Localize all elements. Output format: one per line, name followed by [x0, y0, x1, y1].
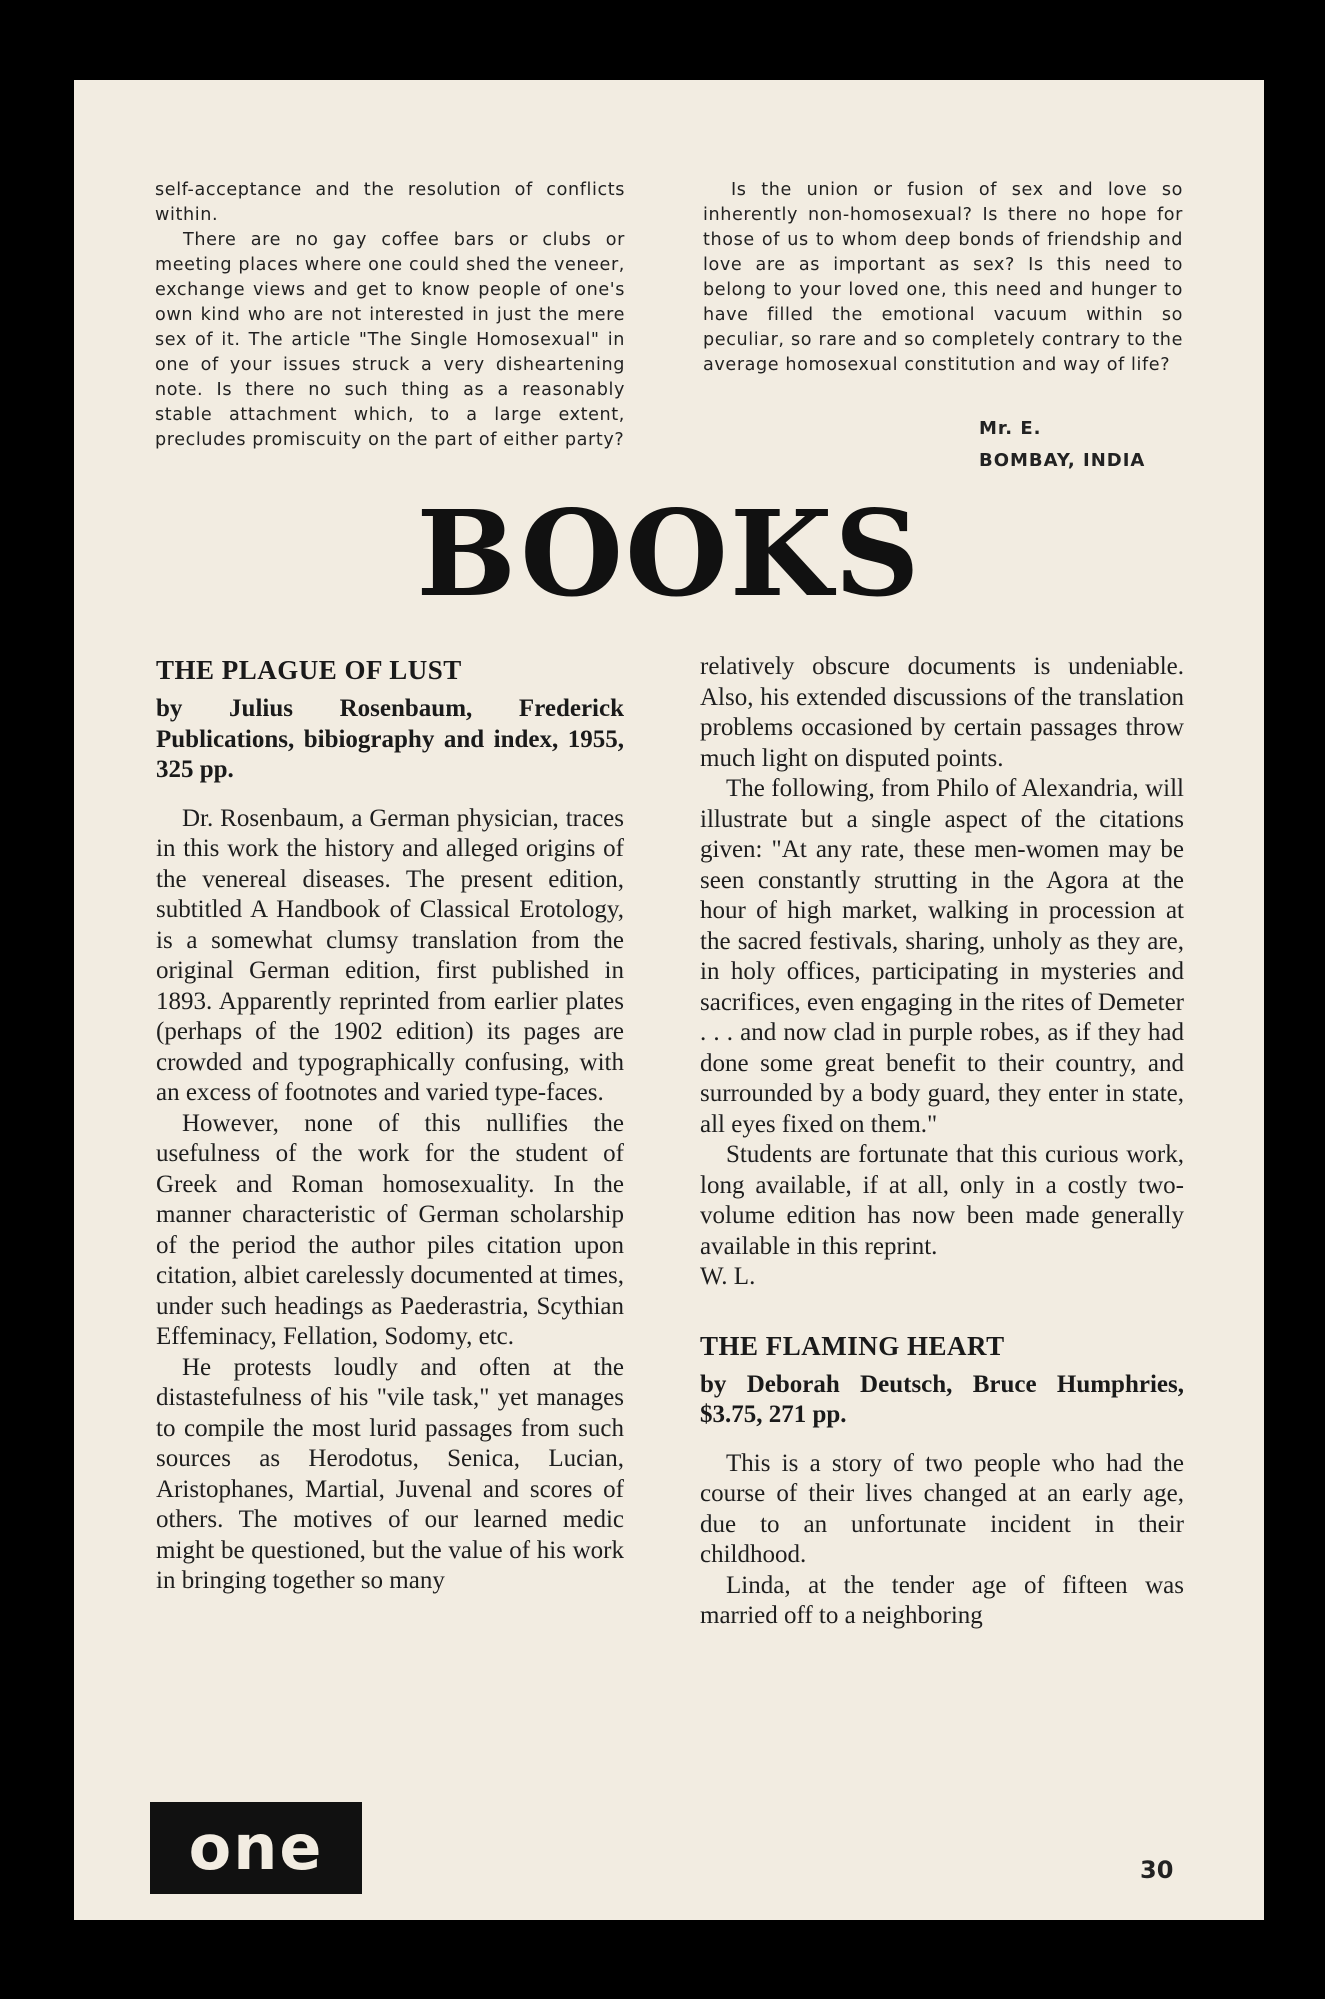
review-paragraph: This is a story of two people who had the course of their lives changed at an early age, due to an unfortunate incident in their childhood. — [700, 1449, 1184, 1568]
one-magazine-logo: one — [150, 1802, 362, 1894]
magazine-page — [74, 80, 1264, 1920]
review-paragraph: Students are fortunate that this curious work, long available, if at all, only in a costly two-volume edition has now been made generally available in this reprint. — [700, 1141, 1184, 1260]
page-number: 30 — [1140, 1856, 1174, 1884]
review-byline: by Julius Rosenbaum, Frederick Publications, bibiography and index, 1955, 325 pp. — [156, 695, 624, 783]
letter-paragraph: Is the union or fusion of sex and love so inherently non-homosexual? Is there no hope for those of us to whom deep bonds of friendship and love are as important as sex? Is this need to belong to your loved one, this need and hunger to have filled the emotional vacuum within so peculiar, so rare and so completely contrary to the average homosexual constitution and way of life? — [703, 180, 1183, 375]
letter-paragraph: self-acceptance and the resolution of conflicts within. — [155, 180, 625, 225]
review-paragraph: relatively obscure documents is undeniable. Also, his extended discussions of the translation problems occasioned by certain passages throw much light on disputed points. — [700, 653, 1184, 772]
review-paragraph: The following, from Philo of Alexandria, will illustrate but a single aspect of the citations given: "At any rate, these men-women may be seen constantly strutting in the Agora at the hour of high market, walking in procession at the sacred festivals, sharing, unholy as they are, in holy offices, participating in mysteries and sacrifices, even engaging in the rites of Demeter . . . and now clad in purple robes, as if they had done some great benefit to their country, and surrounded by a body guard, they enter in state, all eyes fixed on them." — [700, 775, 1184, 1138]
review-left-column — [156, 655, 624, 1597]
review-paragraph: He protests loudly and often at the distastefulness of his "vile task," yet manages to compile the most lurid passages from such sources as Herodotus, Senica, Lucian, Aristophanes, Martial, Juvenal and scores of others. The motives of our learned medic might be questioned, but the value of his work in bringing together so many — [156, 1353, 624, 1594]
letter-right-column — [703, 178, 1183, 378]
review-right-column — [700, 652, 1184, 1632]
review-title: THE PLAGUE OF LUST — [156, 655, 462, 685]
letter-signature-place: BOMBAY, INDIA — [979, 450, 1146, 471]
review-paragraph: Dr. Rosenbaum, a German physician, traces in this work the history and alleged origins of the venereal diseases. The present edition, subtitled A Handbook of Classical Erotology, is a somewhat clumsy translation from the original German edition, first published in 1893. Apparently reprinted from earlier plates (perhaps of the 1902 edition) its pages are crowded and typographically confusing, with an excess of footnotes and varied type-faces. — [156, 804, 624, 1106]
review-paragraph: Linda, at the tender age of fifteen was married off to a neighboring — [700, 1571, 1184, 1629]
reviewer-initials: W. L. — [700, 1263, 756, 1290]
letter-paragraph: There are no gay coffee bars or clubs or meeting places where one could shed the veneer, exchange views and get to know people of one's own kind who are not interested in just the mere sex of it. The article "The Single Homosexual" in one of your issues struck a very disheartening note. Is there no such thing as a reasonably stable attachment which, to a large extent, precludes promiscuity on the part of either party? — [155, 230, 625, 450]
letter-signature-name: Mr. E. — [979, 418, 1042, 439]
review-byline: by Deborah Deutsch, Bruce Humphries, $3.75, 271 pp. — [700, 1370, 1184, 1428]
review-title: THE FLAMING HEART — [700, 1330, 1005, 1361]
letter-left-column — [155, 178, 625, 453]
review-paragraph: However, none of this nullifies the usefulness of the work for the student of Greek and Roman homosexuality. In the manner characteristic of German scholarship of the period the author piles citation upon citation, albiet carelessly documented at times, under such headings as Paederastria, Scythian Effeminacy, Fellation, Sodomy, etc. — [156, 1109, 624, 1350]
books-section-title: BOOKS — [416, 484, 922, 623]
